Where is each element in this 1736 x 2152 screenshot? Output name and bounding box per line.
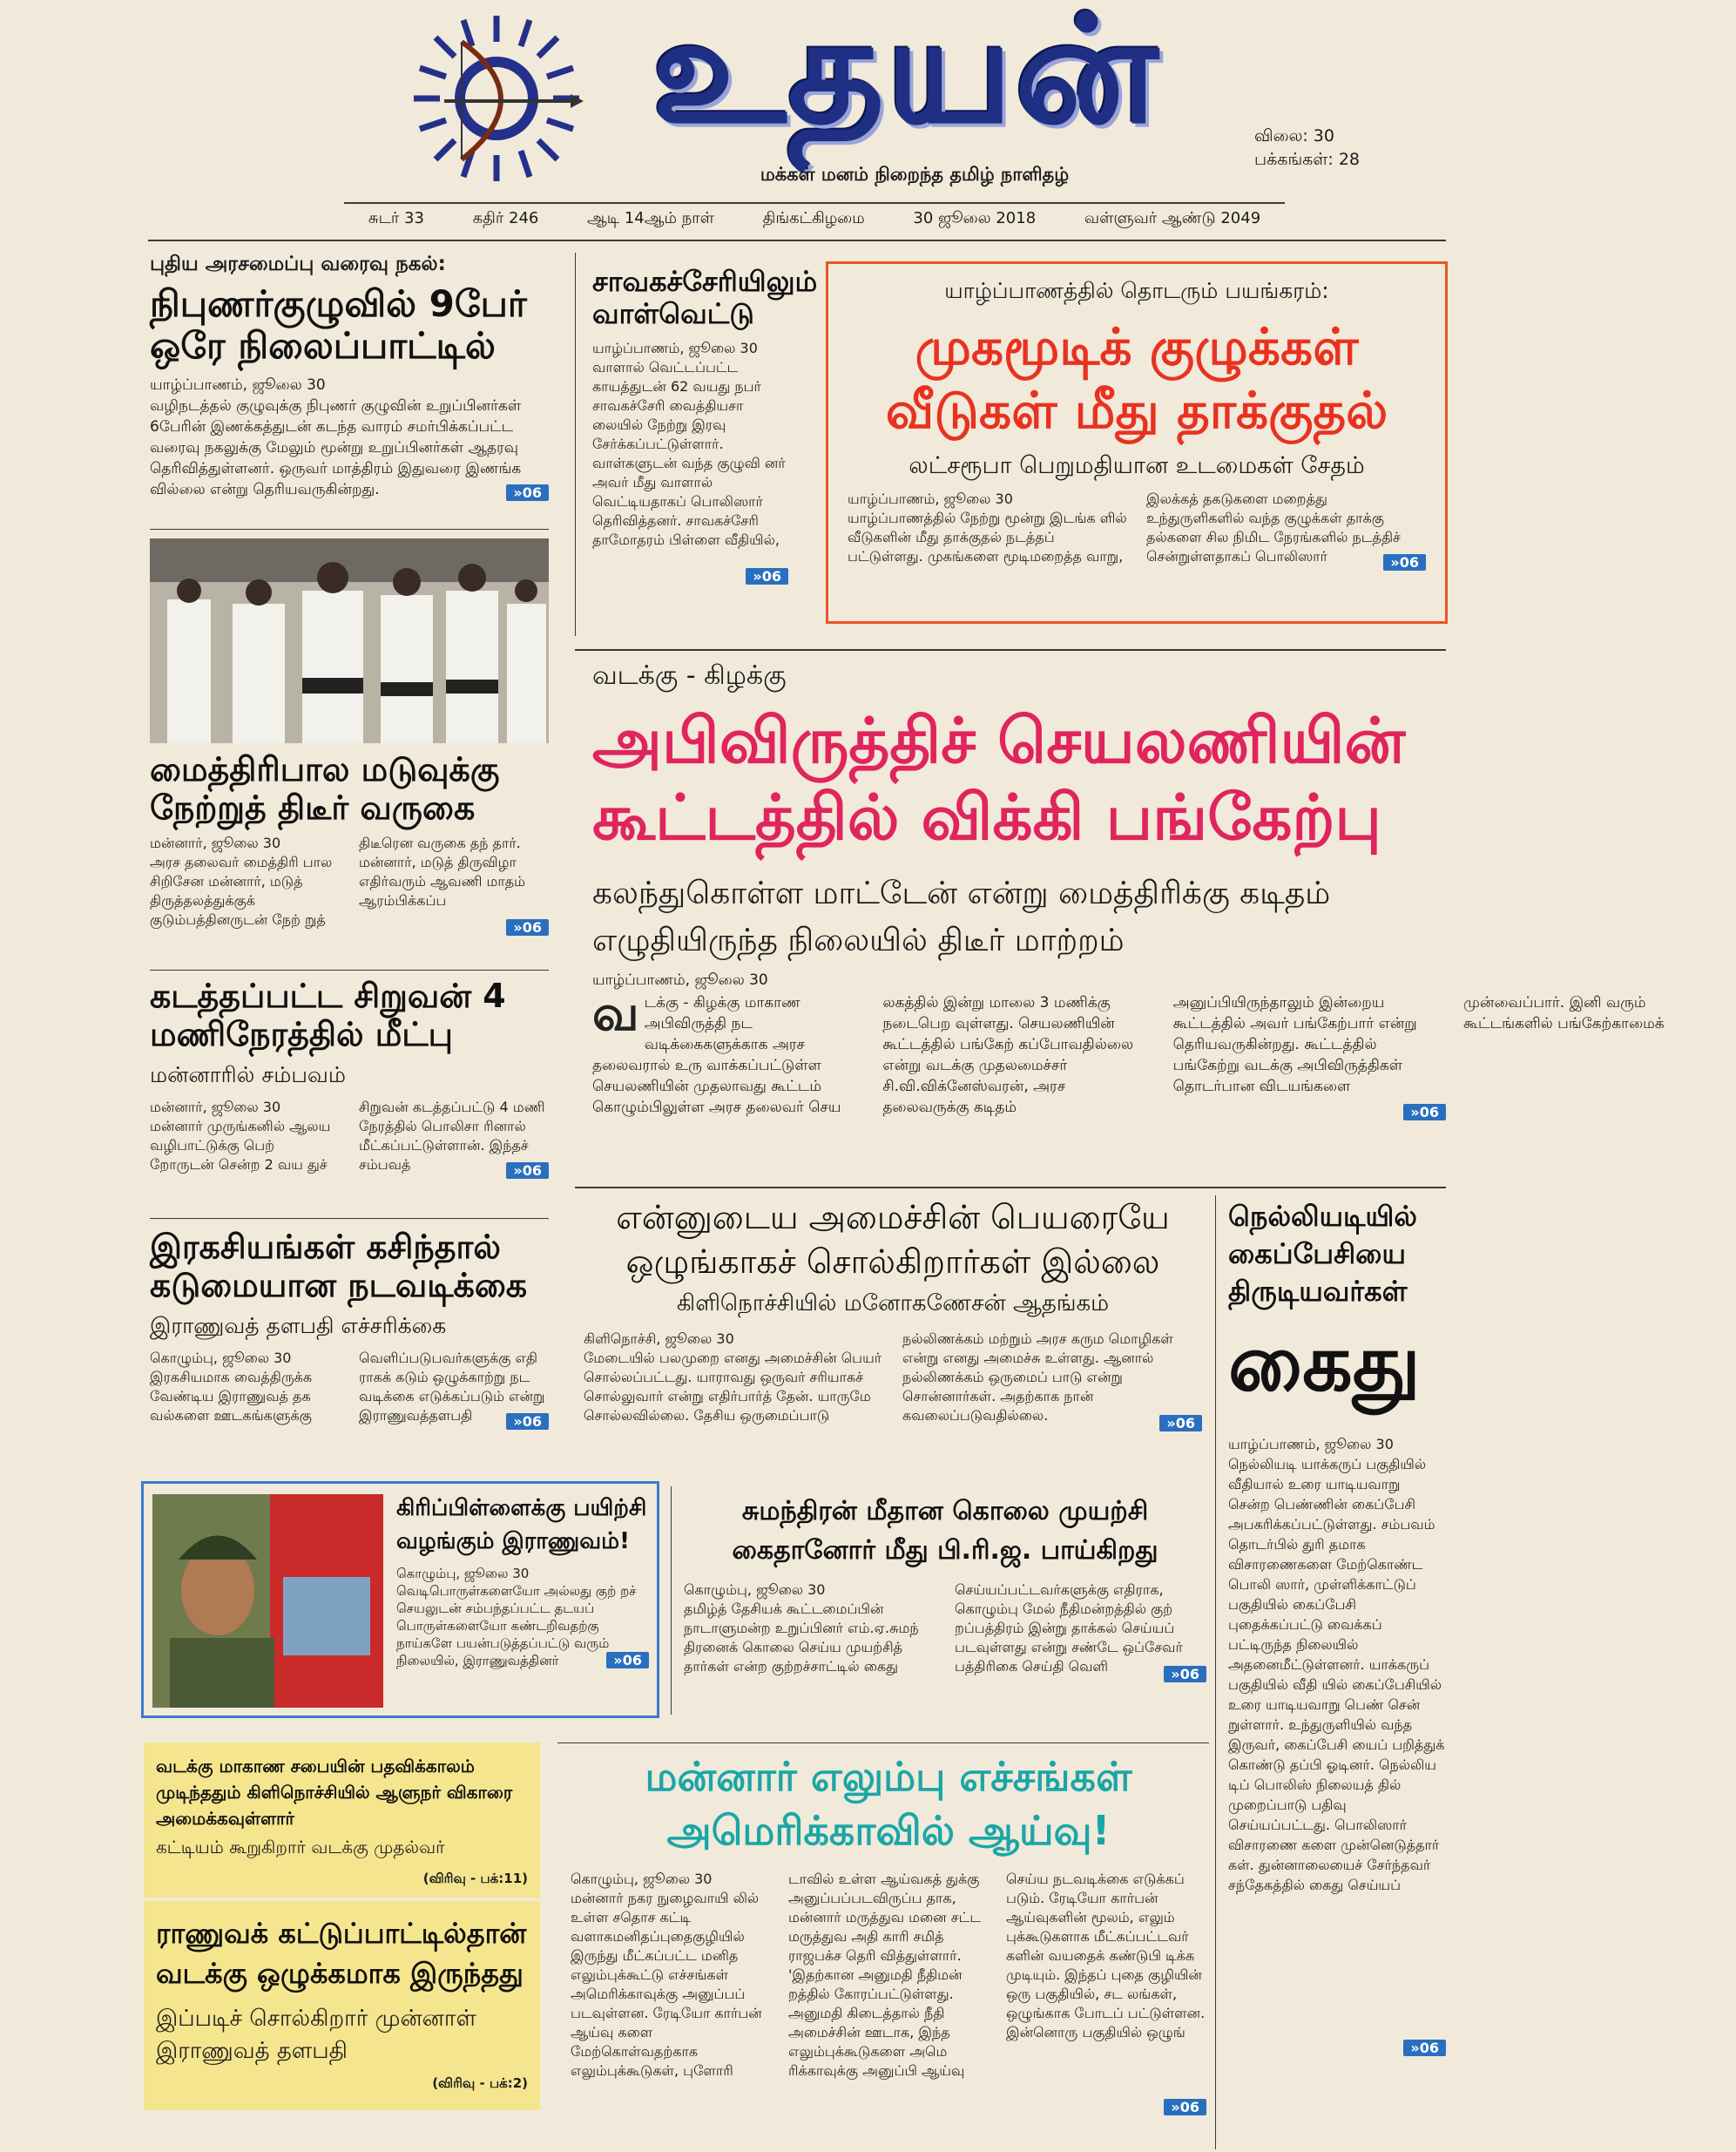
story-subhead: லட்சரூபா பெறுமதியான உடமைகள் சேதம் [909,452,1365,479]
masthead-title: உதயன் [652,0,1160,157]
story-body: கொழும்பு, ஜூலை 30 வெடிபொருள்களையோ அல்லது குற் றச் செயலுடன் சம்பந்தப்பட்ட தடயப் பொருள்களையோ கண்டறிவதற்கு நாய்களே பயன்படுத்தப்பட்டு வரும் நிலையில், இராணுவத்தினர் [396,1566,637,1669]
story-headline-line: கைப்பேசியை [1228,1237,1406,1271]
story-headline: சாவகச்சேரியிலும் வாள்வெட்டு [592,265,818,330]
story-body: யாழ்ப்பாணம், ஜூலை 30 வாளால் வெட்டப்பட்ட காயத்துடன் 62 வயது நபர் சாவகச்சேரி வைத்தியசா லையில் நேற்று இரவு சேர்க்கப்பட்டுள்ளார். வாள்களுடன் வந்த குழுவி னர் அவர் மீது வாளால் வெட்டியதாகப் பொலிஸார் தெரிவித்தனர். சாவகச்சேரி தாமோதரம் பிள்ளை வீதியில், [592,339,786,548]
masthead-tagline: மக்கள் மனம் நிறைந்த தமிழ் நாளிதழ் [760,164,1070,185]
continued-page-link[interactable]: »06 [1403,2040,1446,2056]
story-body: கொழும்பு, ஜூலை 30 மன்னார் நகர நுழைவாயி லில் உள்ள சதொச கட்டி வளாகமனிதப்புதைகுழியில் இருந்து மீட்கப்பட்ட மனித எலும்புக்கூட்டு எச்சங்கள் அமெரிக்காவுக்கு அனுப்பப் படவுள்ளன. ரேடியோ கார்பன் ஆய்வு களை மேற்கொள்வதற்காக எலும்புக்கூடுகள், புளோரி டாவில் உள்ள ஆய்வகத் துக்கு அனுப்பப்படவிருப்ப தாக, மன்னார் மருத்துவ மனை சட்ட மருத்துவ அதி காரி சமித் ராஜபக்ச தெரி வித்துள்ளார். 'இதற்கான அனுமதி நீதிமன் றத்தில் கோரப்பட்டுள்ளது. அனுமதி கிடைத்தால் நீதி அமைச்சின் ஊடாக, இந்த எலும்புக்கூடுகளை அமெ ரிக்காவுக்கு அனுப்பி ஆய்வு செய்ய நடவடிக்கை எடுக்கப் படும். ரேடியோ கார்பன் ஆய்வுகளின் மூலம், எலும் புக்கூடுகளாக மீட்கப்பட்டவர் களின் வயதைக் கண்டுபி டிக்க முடியும். இந்தப் புதை குழியின் ஒரு பகுதியில், சட லங்கள், ஒழுங்காக போடப் பட்டுள்ளன. இன்னொரு பகுதியில் ஒழுங் [571,1871,1206,2080]
lead-story [592,660,1665,1120]
story-headline: கடத்தப்பட்ட சிறுவன் 4 மணிநேரத்தில் மீட்பு [150,977,506,1053]
story-headline: இரகசியங்கள் கசிந்தால் கடுமையான நடவடிக்கை [150,1228,528,1304]
dateline-bar [344,209,1285,229]
story-mannar-bones [571,1749,1206,2115]
continued-page-link[interactable]: »06 [506,484,549,501]
story-subhead: இராணுவத் தளபதி எச்சரிக்கை [150,1313,447,1339]
story-sword-attack [592,265,818,585]
continued-page-link[interactable]: »06 [1164,1666,1206,1682]
story-kicker: யாழ்ப்பாணத்தில் தொடரும் பயங்கரம்: [944,278,1329,303]
story-body: கொழும்பு, ஜூலை 30 இரகசியமாக வைத்திருக்க வேண்டிய இராணுவத் தக வல்களை ஊடகங்களுக்கு வெளிப்படுபவர்களுக்கு எதி ராகக் கடும் ஒழுக்காற்று நட வடிக்கை எடுக்கப்படும் என்று இராணுவத்தளபதி [150,1350,545,1425]
story-body: யாழ்ப்பாணம், ஜூலை 30 வழிநடத்தல் குழுவுக்கு நிபுணர் குழுவின் உறுப்பினர்கள் 6பேரின் இணக்கத்துடன் கடந்த வாரம் சமர்பிக்கப்பட்ட வரைவு நகலுக்கு மேலும் மூன்று உறுப்பினர்கள் ஆதரவு தெரிவித்துள்ளனர். ஒருவர் மாத்திரம் இதுவரை இணங்க வில்லை என்று தெரியவருகின்றது. [150,376,522,498]
story-nelliady-arrest [1228,1198,1446,2056]
dateline-item: ஆடி 14ஆம் நாள் [587,209,714,227]
story-body: மன்னார், ஜூலை 30 மன்னார் முருங்கனில் ஆலய வழிபாட்டுக்கு பெற் றோருடன் சென்ற 2 வய துச் சிறுவன் கடத்தப்பட்டு 4 மணி நேரத்தில் பொலிசா ரினால் மீட்கப்பட்டுள்ளான். இந்தச் சம்பவத் [150,1099,545,1174]
continued-page-link[interactable]: »06 [1159,1415,1202,1431]
story-body: கிளிநொச்சி, ஜூலை 30 மேடையில் பலமுறை எனது அமைச்சின் பெயர் சொல்லப்பட்டது. யாராவது ஒருவர் சரியாகச் சொல்லுவார் என்று எதிர்பார்த் தேன். யாருமே சொல்லவில்லை. தேசிய ஒருமைப்பாடு நல்லிணக்கம் மற்றும் அரச கரும மொழிகள் என்று எனது அமைச்சு உள்ளது. ஆனால் நல்லிணக்கம் ஒருமைப் பாடு என்று சொன்னார்கள். அதற்காக நான் கவலைப்படுவதில்லை. [584,1330,1173,1424]
photo-procession [150,538,549,743]
story-headline [571,1749,1206,1858]
lead-body-text: டக்கு - கிழக்கு மாகாண அபிவிருத்தி நட வடிக்கைகளுக்காக அரச தலைவரால் உரு வாக்கப்பட்டுள்ள செயலணியின் முதலாவது கூட்டம் கொழும்பிலுள்ள அரச தலைவர் செய லகத்தில் இன்று மாலை 3 மணிக்கு நடைபெற வுள்ளது. செயலணியின் கூட்டத்தில் பங்கேற் கப்போவதில்லை என்று வடக்கு முதலமைச்சர் சி.வி.விக்னேஸ்வரன், அரச தலைவருக்கு கடிதம் அனுப்பியிருந்தாலும் இன்றைய கூட்டத்தில் அவர் பங்கேற்பார் என்று தெரியவருகின்றது. கூட்டத்தில் பங்கேற்று வடக்கு அபிவிருத்திகள் தொடர்பான விடயங்களை முன்வைப்பார். இனி வரும் கூட்டங்களில் பங்கேற்காமைக் [592,993,1665,1116]
story-maithripala-visit [150,751,549,936]
dateline-item: வள்ளுவர் ஆண்டு 2049 [1084,209,1261,227]
price-label: விலை: 30 [1254,126,1334,145]
continued-page-link[interactable]: »06 [606,1652,649,1668]
lead-dropcap: வ [592,985,639,1042]
sun-bow-logo [409,7,588,190]
story-headline: முகமூடிக் குழுக்கள் வீடுகள் மீது தாக்குதல் [885,317,1388,440]
box-page-ref: (விரிவு - பக்:11) [422,1871,528,1886]
story-headline-line: மன்னார் எலும்பு எச்சங்கள் [645,1753,1132,1800]
story-subhead: கிளிநொச்சியில் மனோகணேசன் ஆதங்கம் [676,1289,1110,1316]
dateline-item: சுடர் 33 [368,209,424,227]
story-body: மன்னார், ஜூலை 30 அரச தலைவர் மைத்திரி பால சிறிசேன மன்னார், மடுத் திருத்தலத்துக்குக் குடும்பத்தினருடன் நேற் றுத் திடீரென வருகை தந் தார். மன்னார், மடுத் திருவிழா எதிர்வரும் ஆவணி மாதம் ஆரம்பிக்கப்ப [150,835,526,929]
story-headline-line: நெல்லியடியில் [1228,1200,1417,1233]
story-headline-line: அமெரிக்காவில் ஆய்வு! [666,1807,1111,1855]
dateline-item: 30 ஜூலை 2018 [913,209,1037,227]
lead-subhead: கலந்துகொள்ள மாட்டேன் என்று மைத்திரிக்கு கடிதம் எழுதியிருந்த நிலையில் திடீர் மாற்றம் [592,875,1331,958]
story-headline: என்னுடைய அமைச்சின் பெயரையே ஒழுங்காகச் சொல்கிறார்கள் இல்லை [616,1198,1170,1282]
story-secrets-warning [150,1228,549,1430]
box-subhead: கட்டியம் கூறுகிறார் வடக்கு முதல்வர் [156,1837,445,1858]
story-kicker: புதிய அரசமைப்பு வரைவு நகல்: [150,253,446,275]
box-page-ref: (விரிவு - பக்:2) [432,2075,528,2092]
continued-page-link[interactable]: »06 [1383,554,1426,571]
arrested-big-word: கைது [1228,1316,1421,1409]
story-mano-ganesan [584,1195,1202,1431]
continued-page-link[interactable]: »06 [1164,2099,1206,2115]
continued-page-link[interactable]: »06 [506,919,549,936]
story-body: யாழ்ப்பாணம், ஜூலை 30 யாழ்ப்பாணத்தில் நேற்று மூன்று இடங்க ளில் வீடுகளின் மீது தாக்குதல் நடத்தப் பட்டுள்ளது. முகங்களை மூடிமறைத்த வாறு, இலக்கத் தகடுகளை மறைத்து உந்துருளிகளில் வந்த குழுக்கள் தாக்கு தல்களை சில நிமிட நேரங்களில் நடத்திச் சென்றுள்ளதாகப் பொலிஸார் [848,491,1401,565]
lead-dateline: யாழ்ப்பாணம், ஜூலை 30 [592,971,768,989]
box-headline: ராணுவக் கட்டுப்பாட்டில்தான் வடக்கு ஒழுக்கமாக இருந்தது [156,1917,527,1991]
photo-soldier [152,1494,383,1708]
story-headline-line: திருடியவர்கள் [1228,1275,1408,1309]
story-kidnapped-boy [150,978,549,1179]
continued-page-link[interactable]: »06 [746,568,788,585]
story-constitution-draft [150,253,549,501]
story-headline: சுமந்திரன் மீதான கொலை முயற்சி கைதானோர் மீது பி.ரி.ஜ. பாய்கிறது [732,1496,1158,1566]
story-body: கொழும்பு, ஜூலை 30 தமிழ்த் தேசியக் கூட்டமைப்பின் நாடாளுமன்ற உறுப்பினர் எம்.ஏ.சுமந் திரனைக் கொலை செய்ய முயற்சித் தார்கள் என்ற குற்றச்சாட்டில் கைது செய்யப்பட்டவர்களுக்கு எதிராக, கொழும்பு மேல் நீதிமன்றத்தில் குற் றப்பத்திரம் இன்று தாக்கல் செய்யப் படவுள்ளது என்று சண்டே ஒப்சேவர் பத்திரிகை செய்தி வெளி [684,1581,1183,1675]
story-masked-gangs-box [826,261,1448,624]
box-headline: வடக்கு மாகாண சபையின் பதவிக்காலம் முடிந்ததும் கிளிநொச்சியில் ஆளுநர் விகாரை அமைக்கவுள்ளார் [156,1756,513,1829]
story-subhead: மன்னாரில் சம்பவம் [150,1062,346,1088]
continued-page-link[interactable]: »06 [1403,1104,1446,1120]
highlight-box-army-control [144,1901,540,2110]
story-headline: மைத்திரிபால மடுவுக்கு நேற்றுத் திடீர் வருகை [150,750,500,827]
story-headline: நிபுணர்குழுவில் 9பேர் ஒரே நிலைப்பாட்டில் [150,282,527,368]
story-army-training-box [141,1481,659,1718]
dateline-item: கதிர் 246 [472,209,539,227]
box-subhead: இப்படிச் சொல்கிறார் முன்னாள் இராணுவத் தளபதி [156,2005,476,2065]
story-body: யாழ்ப்பாணம், ஜூலை 30 நெல்லியடி யாக்கருப் பகுதியில் வீதியால் உரை யாடியவாறு சென்ற பெண்ணின் கைப்பேசி அபகரிக்கப்பட்டுள்ளது. சம்பவம் தொடர்பில் துரி தமாக விசாரணைகளை மேற்கொண்ட பொலி ஸார், முள்ளிக்காட்டுப் பகுதியில் கைப்பேசி புதைக்கப்பட்டு வைக்கப் பட்டிருந்த நிலையில் அதனைமீட்டுள்ளனர். யாக்கருப் பகுதியில் வீதி யில் கைப்பேசியில் உரை யாடியவாறு பெண் சென் றுள்ளார். உந்துருளியில் வந்த இருவர், கைப்பேசி யைப் பறித்துக் கொண்டு தப்பி ஓடினர். நெல்லிய டிப் பொலிஸ் நிலையத் தில் முறைப்பாடு பதிவு செய்யப்பட்டது. பொலிஸார் விசாரணை களை முன்னெடுத்தார் கள். துன்னாலையைச் சேர்ந்தவர் சந்தேகத்தில் கைது செய்யப் [1228,1436,1445,1894]
dateline-item: திங்கட்கிழமை [762,209,865,227]
story-headline: கிரிப்பிள்ளைக்கு பயிற்சி வழங்கும் இராணுவம்! [396,1495,647,1554]
continued-page-link[interactable]: »06 [506,1413,549,1430]
lead-kicker: வடக்கு - கிழக்கு [592,660,787,691]
lead-headline: அபிவிருத்திச் செயலணியின் கூட்டத்தில் விக்கி பங்கேற்பு [592,704,1406,854]
continued-page-link[interactable]: »06 [506,1162,549,1179]
story-sumanthiran-plot [684,1492,1206,1682]
pages-label: பக்கங்கள்: 28 [1254,150,1361,169]
highlight-box-governor-vihara [144,1743,540,1898]
story-headline [1228,1198,1446,1311]
